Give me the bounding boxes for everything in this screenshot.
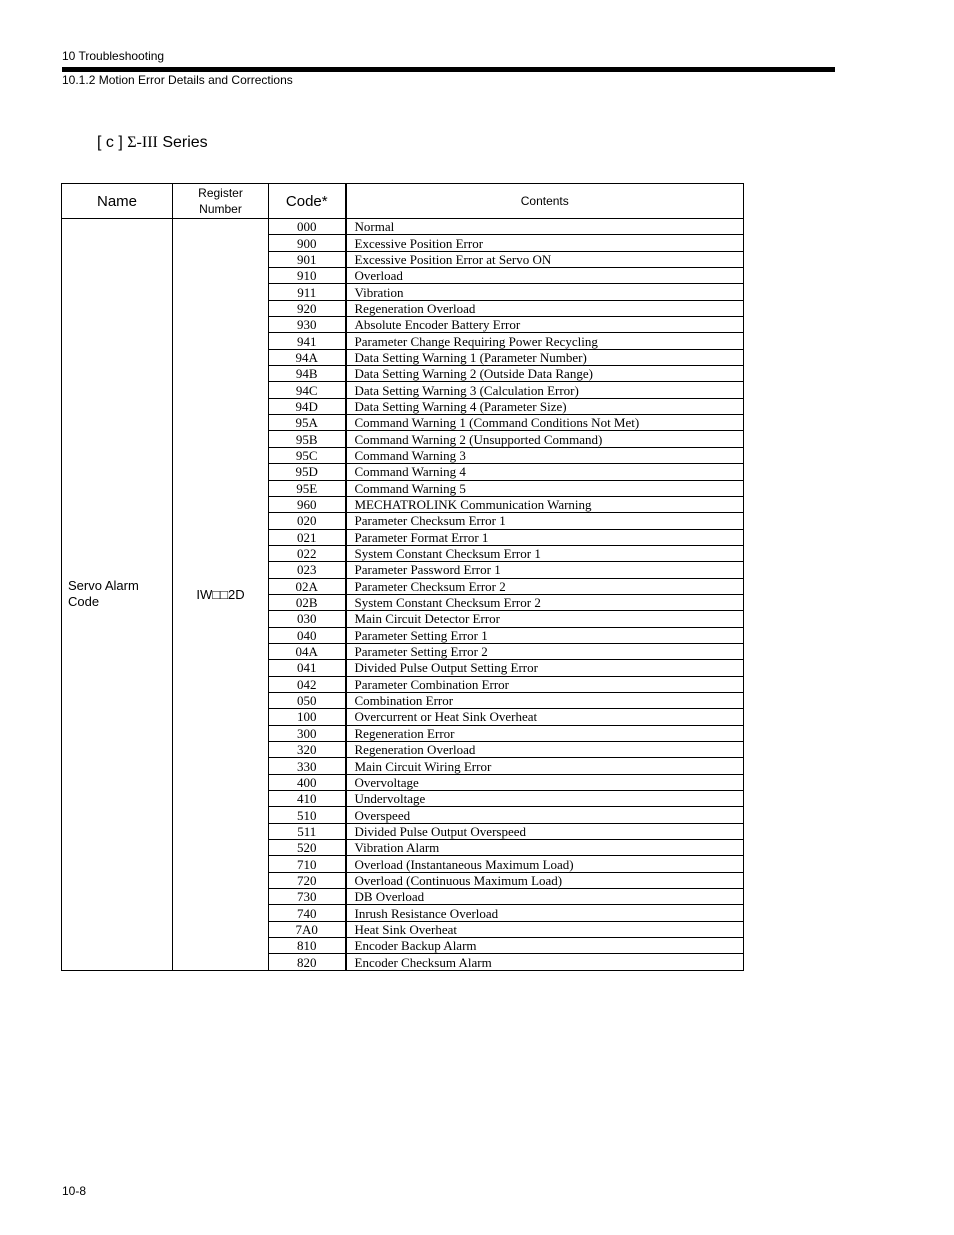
- alarm-code: 720: [269, 872, 346, 888]
- alarm-contents: Absolute Encoder Battery Error: [346, 317, 744, 333]
- alarm-code: 300: [269, 725, 346, 741]
- alarm-code: 000: [269, 219, 346, 235]
- alarm-contents: Parameter Format Error 1: [346, 529, 744, 545]
- alarm-contents: Command Warning 5: [346, 480, 744, 496]
- alarm-contents: Excessive Position Error: [346, 235, 744, 251]
- alarm-code: 520: [269, 840, 346, 856]
- alarm-code: 02B: [269, 594, 346, 610]
- alarm-code: 94D: [269, 398, 346, 414]
- alarm-contents: Data Setting Warning 3 (Calculation Error): [346, 382, 744, 398]
- section-title-suffix: Series: [162, 134, 208, 151]
- table-row: [62, 219, 744, 235]
- alarm-code: 320: [269, 742, 346, 758]
- servo-alarm-code-table: [61, 183, 744, 971]
- alarm-contents: Regeneration Overload: [346, 300, 744, 316]
- header-register-number: [173, 184, 269, 219]
- alarm-contents: Vibration: [346, 284, 744, 300]
- section-title-symbol: Σ-III: [127, 134, 158, 151]
- alarm-contents: Overvoltage: [346, 774, 744, 790]
- alarm-code: 740: [269, 905, 346, 921]
- section-title: [97, 134, 208, 152]
- alarm-code: 94A: [269, 349, 346, 365]
- alarm-contents: Encoder Checksum Alarm: [346, 954, 744, 970]
- alarm-contents: Overload (Instantaneous Maximum Load): [346, 856, 744, 872]
- header-code: Code*: [269, 184, 346, 219]
- alarm-contents: Vibration Alarm: [346, 840, 744, 856]
- alarm-code: 930: [269, 317, 346, 333]
- alarm-code: 95B: [269, 431, 346, 447]
- alarm-contents: Overspeed: [346, 807, 744, 823]
- alarm-code: 960: [269, 496, 346, 512]
- table-header-row: [62, 184, 744, 219]
- alarm-contents: Main Circuit Wiring Error: [346, 758, 744, 774]
- alarm-contents: Command Warning 3: [346, 447, 744, 463]
- alarm-contents: Parameter Password Error 1: [346, 562, 744, 578]
- section-title-prefix: [ c ]: [97, 134, 123, 151]
- alarm-code: 022: [269, 545, 346, 561]
- alarm-contents: Main Circuit Detector Error: [346, 611, 744, 627]
- alarm-code: 042: [269, 676, 346, 692]
- alarm-code: 911: [269, 284, 346, 300]
- alarm-code: 730: [269, 889, 346, 905]
- alarm-contents: Parameter Setting Error 1: [346, 627, 744, 643]
- alarm-contents: Excessive Position Error at Servo ON: [346, 251, 744, 267]
- alarm-code: 041: [269, 660, 346, 676]
- alarm-contents: Divided Pulse Output Overspeed: [346, 823, 744, 839]
- alarm-contents: Regeneration Overload: [346, 742, 744, 758]
- alarm-contents: System Constant Checksum Error 1: [346, 545, 744, 561]
- alarm-contents: Parameter Checksum Error 1: [346, 513, 744, 529]
- section-header: 10.1.2 Motion Error Details and Corrections: [62, 73, 293, 87]
- alarm-code: 040: [269, 627, 346, 643]
- alarm-code: 94C: [269, 382, 346, 398]
- alarm-code: 95C: [269, 447, 346, 463]
- alarm-contents: Undervoltage: [346, 791, 744, 807]
- alarm-contents: Parameter Change Requiring Power Recycling: [346, 333, 744, 349]
- header-rule: [62, 67, 835, 72]
- header-name: Name: [62, 184, 173, 219]
- register-number-cell: IW□□2D: [173, 219, 269, 971]
- alarm-code: 710: [269, 856, 346, 872]
- alarm-code: 021: [269, 529, 346, 545]
- alarm-contents: Overload: [346, 268, 744, 284]
- alarm-code: 020: [269, 513, 346, 529]
- alarm-code: 02A: [269, 578, 346, 594]
- alarm-contents: DB Overload: [346, 889, 744, 905]
- alarm-code: 941: [269, 333, 346, 349]
- alarm-code: 7A0: [269, 921, 346, 937]
- alarm-contents: Parameter Checksum Error 2: [346, 578, 744, 594]
- alarm-code: 511: [269, 823, 346, 839]
- alarm-code: 023: [269, 562, 346, 578]
- alarm-code: 030: [269, 611, 346, 627]
- alarm-contents: Data Setting Warning 1 (Parameter Number): [346, 349, 744, 365]
- alarm-contents: Overcurrent or Heat Sink Overheat: [346, 709, 744, 725]
- header-contents: Contents: [346, 184, 744, 219]
- alarm-contents: Combination Error: [346, 692, 744, 708]
- alarm-contents: System Constant Checksum Error 2: [346, 594, 744, 610]
- alarm-code: 910: [269, 268, 346, 284]
- alarm-code: 810: [269, 938, 346, 954]
- alarm-code: 04A: [269, 643, 346, 659]
- alarm-contents: Command Warning 4: [346, 464, 744, 480]
- alarm-contents: Regeneration Error: [346, 725, 744, 741]
- alarm-contents: Parameter Setting Error 2: [346, 643, 744, 659]
- alarm-code: 100: [269, 709, 346, 725]
- alarm-contents: Inrush Resistance Overload: [346, 905, 744, 921]
- alarm-code: 820: [269, 954, 346, 970]
- alarm-code: 330: [269, 758, 346, 774]
- alarm-name-cell: [62, 219, 173, 971]
- alarm-contents: Heat Sink Overheat: [346, 921, 744, 937]
- alarm-code: 410: [269, 791, 346, 807]
- page-number: 10-8: [62, 1184, 87, 1198]
- alarm-code: 400: [269, 774, 346, 790]
- alarm-contents: Command Warning 1 (Command Conditions Not Met): [346, 415, 744, 431]
- alarm-code: 920: [269, 300, 346, 316]
- alarm-contents: Data Setting Warning 2 (Outside Data Range): [346, 366, 744, 382]
- alarm-name-line1: Servo Alarm: [68, 578, 139, 594]
- alarm-code: 94B: [269, 366, 346, 382]
- alarm-code: 95E: [269, 480, 346, 496]
- alarm-contents: MECHATROLINK Communication Warning: [346, 496, 744, 512]
- alarm-code: 95A: [269, 415, 346, 431]
- alarm-code: 95D: [269, 464, 346, 480]
- alarm-code: 901: [269, 251, 346, 267]
- alarm-contents: Data Setting Warning 4 (Parameter Size): [346, 398, 744, 414]
- chapter-header: 10 Troubleshooting: [62, 49, 165, 63]
- header-register-line1: Register: [198, 186, 243, 200]
- alarm-code: 900: [269, 235, 346, 251]
- alarm-contents: Command Warning 2 (Unsupported Command): [346, 431, 744, 447]
- alarm-contents: Normal: [346, 219, 744, 235]
- alarm-name-line2: Code: [68, 594, 100, 610]
- alarm-contents: Encoder Backup Alarm: [346, 938, 744, 954]
- header-register-line2: Number: [199, 202, 242, 216]
- alarm-contents: Divided Pulse Output Setting Error: [346, 660, 744, 676]
- alarm-contents: Parameter Combination Error: [346, 676, 744, 692]
- alarm-contents: Overload (Continuous Maximum Load): [346, 872, 744, 888]
- alarm-code: 510: [269, 807, 346, 823]
- alarm-code: 050: [269, 692, 346, 708]
